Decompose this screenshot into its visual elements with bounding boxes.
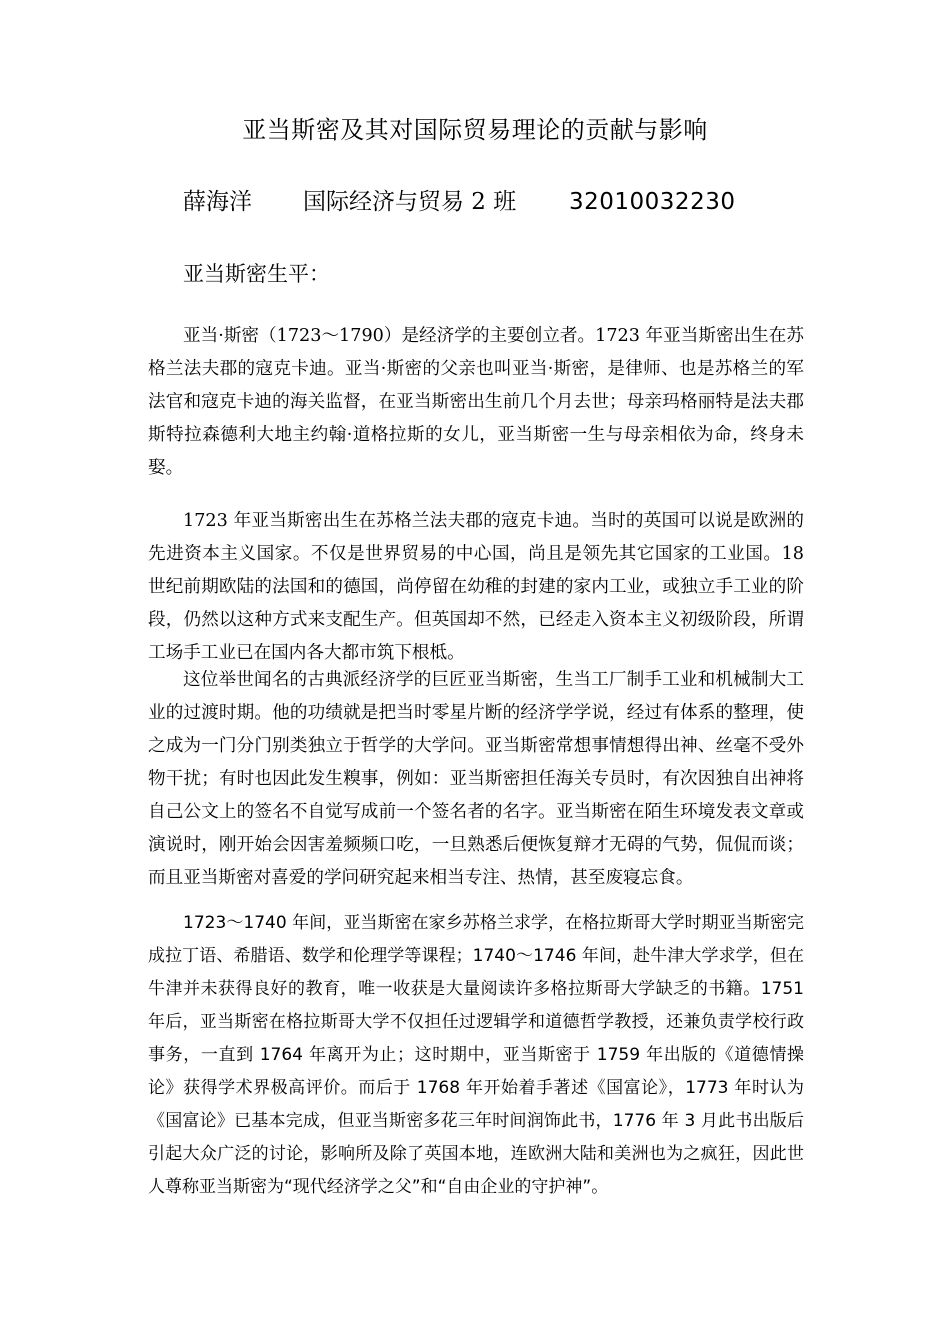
paragraph: 1723 年亚当斯密出生在苏格兰法夫郡的寇克卡迪。当时的英国可以说是欧洲的先进资本主义国家。不仅是世界贸易的中心国，尚且是领先其它国家的工业国。18 世纪前期欧陆的法国和的德国，尚停留在幼稚的封建的家内工业，或独立手工业的阶段，仍然以这种方式来支配生产。但英国却不然，已经走入资本主义初级阶段，所谓工场手工业已在国内各大都市筑下根柢。 [148,511,804,663]
student-id: 32010032230 [569,189,736,215]
paragraph: 亚当·斯密（1723～1790）是经济学的主要创立者。1723 年亚当斯密出生在苏格兰法夫郡的寇克卡迪。亚当·斯密的父亲也叫亚当·斯密，是律师、也是苏格兰的军法官和寇克卡迪的海关监督，在亚当斯密出生前几个月去世；母亲玛格丽特是法夫郡斯特拉森德利大地主约翰·道格拉斯的女儿，亚当斯密一生与母亲相依为命，终身未娶。 [148,326,804,478]
author-line [183,186,735,218]
author-class: 国际经济与贸易 2 班 [303,189,517,215]
section-heading: 亚当斯密生平： [183,262,330,286]
document-title: 亚当斯密及其对国际贸易理论的贡献与影响 [242,116,708,144]
author-name: 薛海洋 [183,189,252,215]
paragraph: 1723～1740 年间，亚当斯密在家乡苏格兰求学，在格拉斯哥大学时期亚当斯密完成拉丁语、希腊语、数学和伦理学等课程；1740～1746 年间，赴牛津大学求学，但在牛津并未获得良好的教育，唯一收获是大量阅读许多格拉斯哥大学缺乏的书籍。1751 年后，亚当斯密在格拉斯哥大学不仅担任过逻辑学和道德哲学教授，还兼负责学校行政事务，一直到 1764 年离开为止；这时期中，亚当斯密于 1759 年出版的《道德情操论》获得学术界极高评价。而后于 1768 年开始着手著述《国富论》，1773 年时认为《国富论》已基本完成，但亚当斯密多花三年时间润饰此书，1776 年 3 月此书出版后引起大众广泛的讨论，影响所及除了英国本地，连欧洲大陆和美洲也为之疯狂，因此世人尊称亚当斯密为“现代经济学之父”和“自由企业的守护神”。 [148,913,804,1197]
paragraph: 这位举世闻名的古典派经济学的巨匠亚当斯密，生当工厂制手工业和机械制大工业的过渡时期。他的功绩就是把当时零星片断的经济学学说，经过有体系的整理，使之成为一门分门别类独立于哲学的大学问。亚当斯密常想事情想得出神、丝毫不受外物干扰；有时也因此发生糗事，例如：亚当斯密担任海关专员时，有次因独自出神将自己公文上的签名不自觉写成前一个签名者的名字。亚当斯密在陌生环境发表文章或演说时，刚开始会因害羞频频口吃，一旦熟悉后便恢复辩才无碍的气势，侃侃而谈；而且亚当斯密对喜爱的学问研究起来相当专注、热情，甚至废寝忘食。 [148,670,804,888]
